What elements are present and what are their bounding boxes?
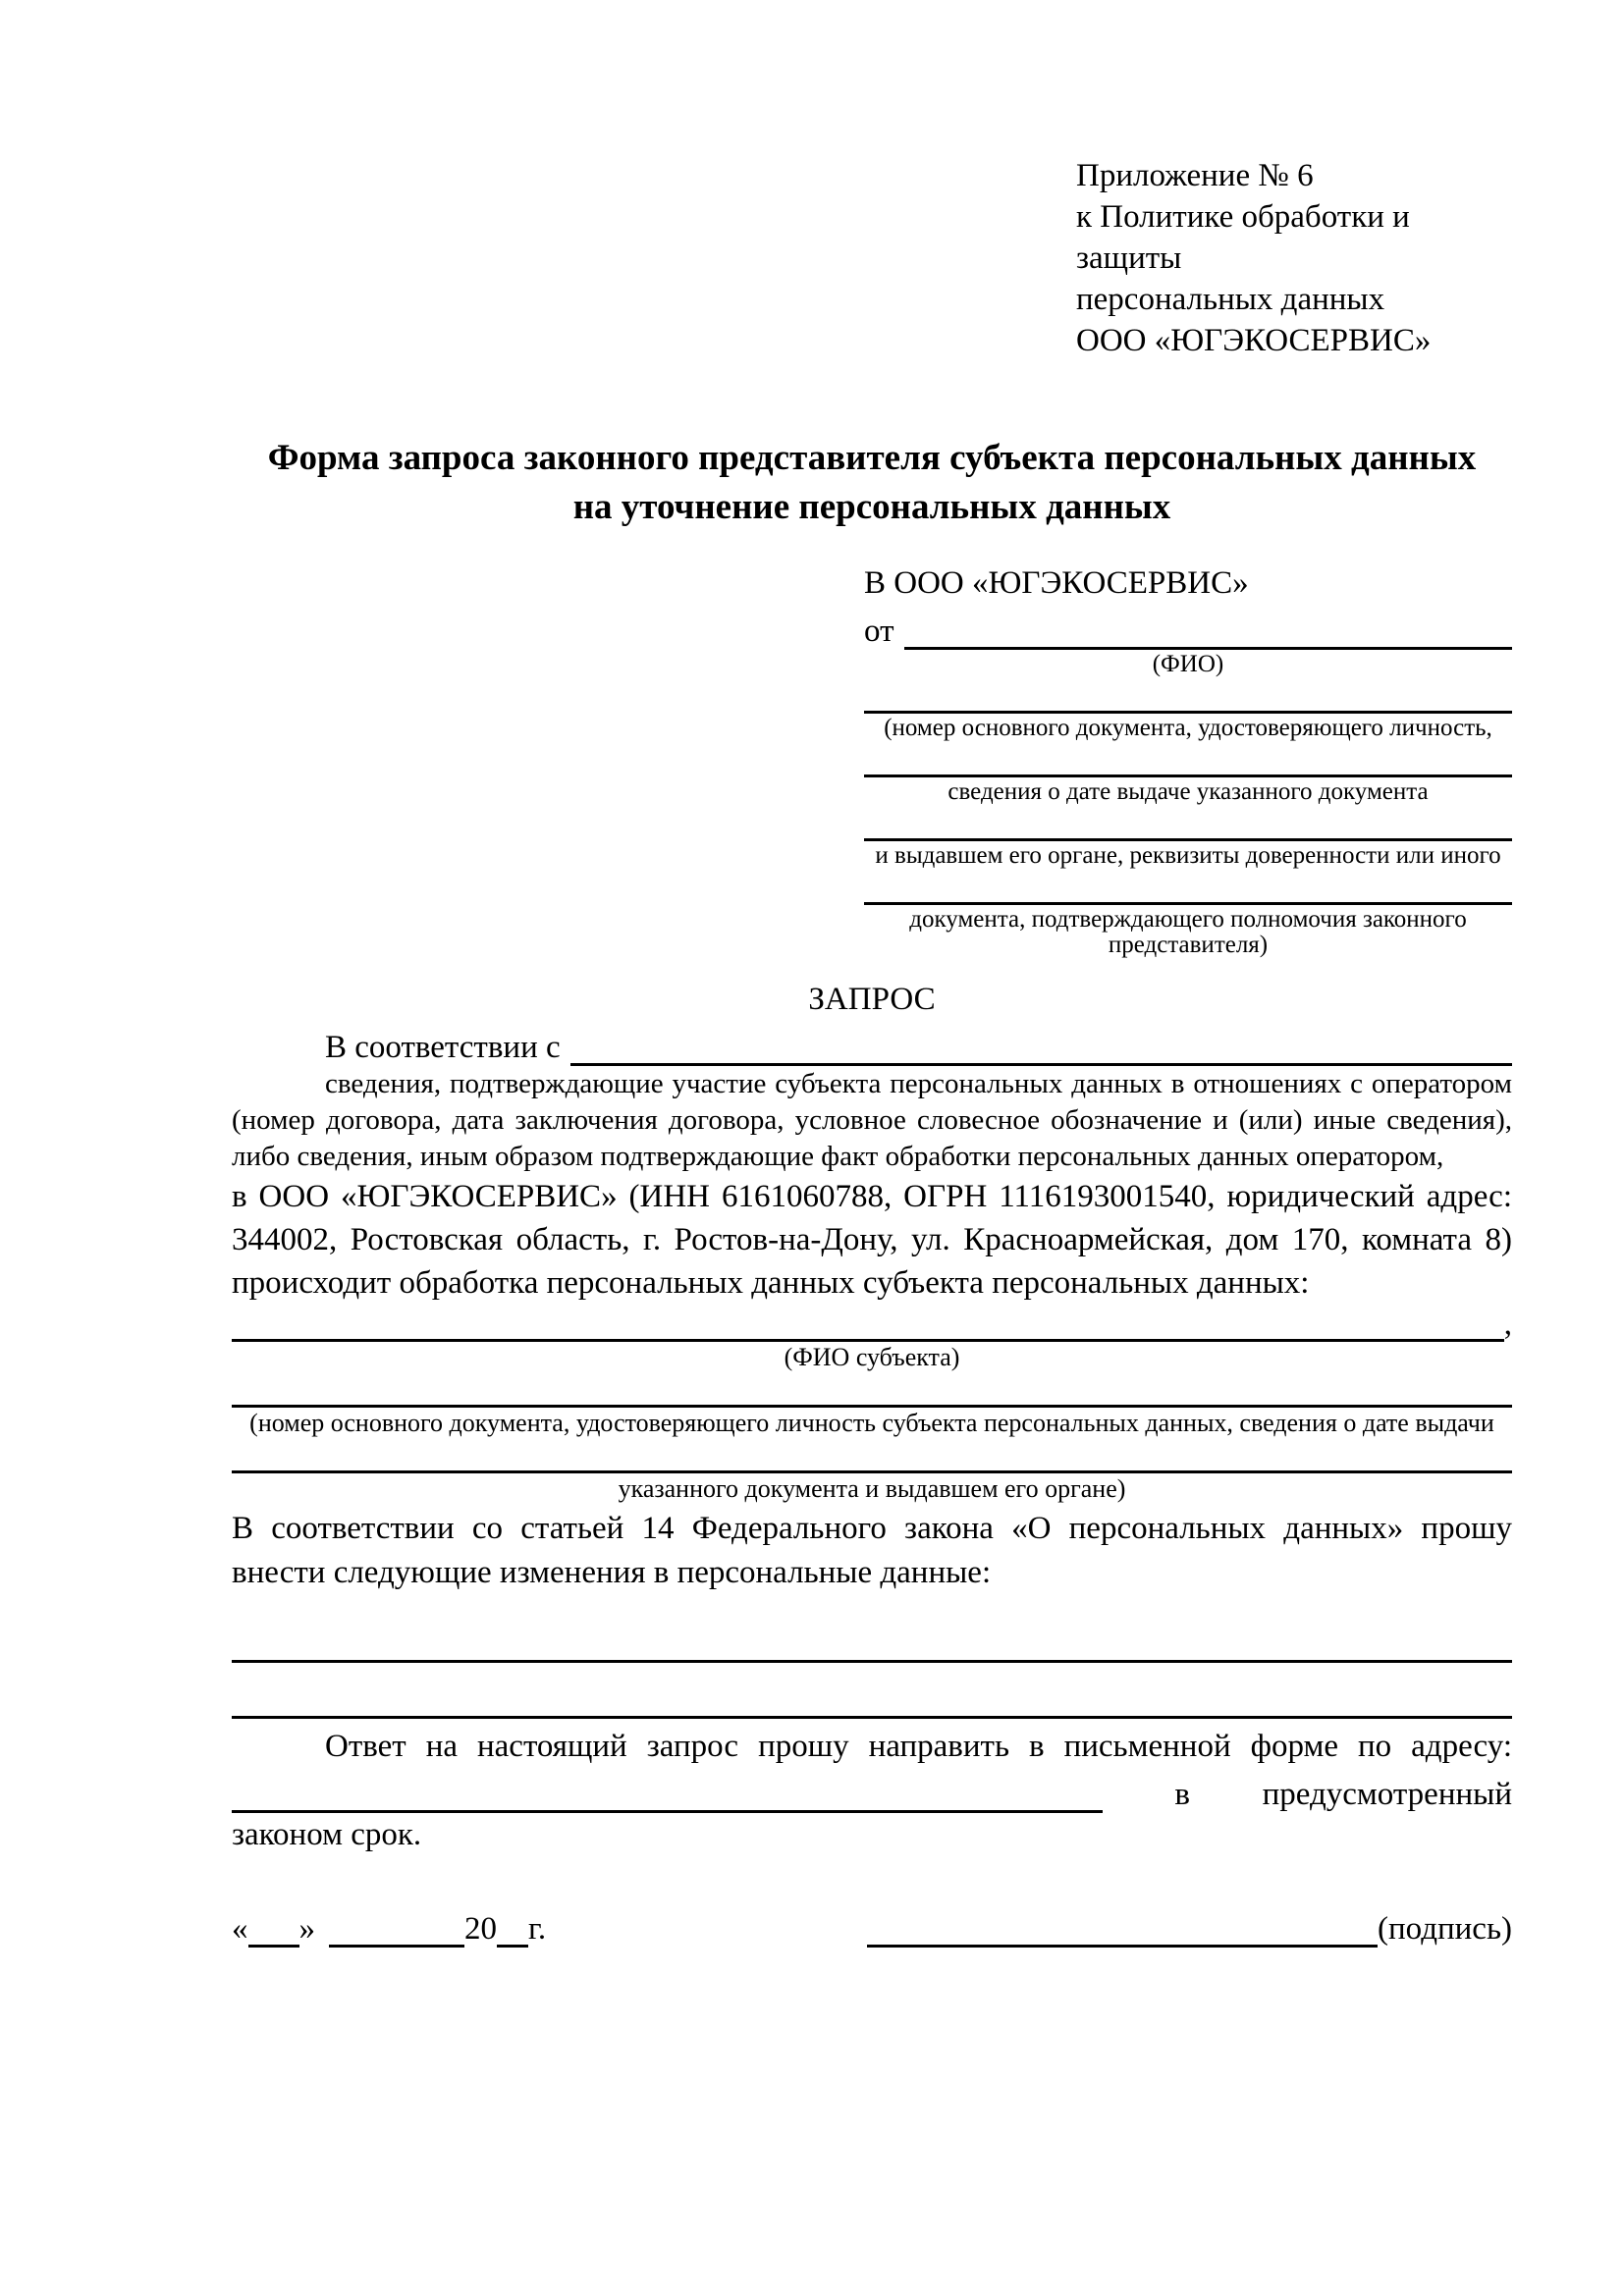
year-prefix: 20 (464, 1911, 497, 1947)
subject-doc-field-2 (232, 1437, 1512, 1503)
year-suffix: г. (528, 1911, 547, 1947)
date-year-blank[interactable] (497, 1911, 528, 1948)
close-quote: » (298, 1911, 315, 1947)
answer-word-predusmotrenny: предусмотренный (1262, 1777, 1512, 1812)
fio-caption: (ФИО) (1152, 651, 1224, 677)
form-title (232, 434, 1512, 532)
answer-address-blank[interactable] (232, 1775, 1103, 1813)
addressee-company: В ООО «ЮГЭКОСЕРВИС» (864, 565, 1249, 601)
answer-line-1: Ответ на настоящий запрос прошу направить в письменной форме по адресу: (325, 1729, 1512, 1764)
subject-fio-row (232, 1305, 1512, 1342)
date-day-blank[interactable] (248, 1911, 299, 1948)
accordance-prefix: В соответствии с (325, 1030, 561, 1065)
representative-doc-field-3 (864, 805, 1512, 869)
form-title-line-1: Форма запроса законного представителя субъекта персональных данных (267, 438, 1477, 478)
accordance-blank[interactable] (570, 1028, 1512, 1066)
representative-doc-caption-3: и выдавшем его органе, реквизиты доверенности или иного (875, 842, 1501, 869)
accordance-row (232, 1021, 1512, 1066)
representative-doc-blank-4[interactable] (864, 869, 1512, 905)
appendix-block (1076, 155, 1512, 361)
representative-doc-caption-4: документа, подтверждающего полномочия законного представителя) (909, 906, 1467, 958)
representative-doc-blank-3[interactable] (864, 805, 1512, 841)
representative-doc-field-2 (864, 741, 1512, 805)
operator-paragraph: в ООО «ЮГЭКОСЕРВИС» (ИНН 6161060788, ОГРН 1116193001540, юридический адрес: 344002, Ростовская область, г. Ростов-на-Дону, ул. Красноармейская, дом 170, комната 8) происходит обработка персональных данных субъекта персональных данных: (232, 1179, 1512, 1301)
subject-doc-caption-2: указанного документа и выдавшем его органе) (618, 1474, 1126, 1503)
subject-doc-blank-2[interactable] (232, 1437, 1512, 1473)
subject-fio-blank[interactable] (232, 1304, 1504, 1342)
representative-doc-caption-1: (номер основного документа, удостоверяющего личность, (884, 715, 1492, 741)
appendix-line-3: персональных данных (1076, 282, 1385, 317)
date-signature-row (232, 1900, 1512, 1948)
answer-word-v: в (1174, 1777, 1190, 1812)
subject-doc-caption-1: (номер основного документа, удостоверяющего личность субъекта персональных данных, сведения о дате выдачи (249, 1409, 1494, 1437)
date-part (232, 1910, 546, 1948)
representative-fio-blank[interactable] (904, 612, 1513, 650)
law-paragraph-line-1: В соответствии со статьей 14 Федерального закона «О персональных данных» прошу (232, 1511, 1512, 1546)
changes-blank-2[interactable] (232, 1669, 1512, 1719)
subject-fio-caption: (ФИО субъекта) (784, 1343, 960, 1371)
from-label: от (864, 614, 894, 649)
open-quote: « (232, 1911, 248, 1947)
request-heading: ЗАПРОС (808, 982, 936, 1017)
footnote-text: сведения, подтверждающие участие субъекта персональных данных в отношениях с оператором (номер договора, дата заключения договора, условное словесное обозначение и (или) иные сведения), либо сведения, иным образом подтверждающие факт обработки персональных данных оператором, (232, 1068, 1512, 1172)
answer-line-2 (232, 1769, 1512, 1813)
trailing-comma: , (1503, 1307, 1512, 1342)
appendix-line-1: Приложение № 6 (1076, 158, 1314, 193)
representative-doc-caption-2: сведения о дате выдаче указанного документа (947, 778, 1429, 805)
subject-doc-field-1 (232, 1371, 1512, 1437)
form-title-line-2: на уточнение персональных данных (572, 487, 1171, 527)
signature-part (867, 1910, 1512, 1948)
representative-doc-blank-1[interactable] (864, 677, 1512, 714)
date-month-blank[interactable] (329, 1911, 464, 1948)
representative-doc-field-4 (864, 869, 1512, 958)
answer-line-3: законом срок. (232, 1817, 422, 1852)
changes-blank-1[interactable] (232, 1617, 1512, 1663)
appendix-line-2: к Политике обработки и защиты (1076, 199, 1410, 276)
representative-doc-field-1 (864, 677, 1512, 741)
signature-blank[interactable] (867, 1911, 1378, 1948)
from-row (864, 605, 1512, 650)
answer-paragraph (232, 1725, 1512, 1857)
law-paragraph-line-2: внести следующие изменения в персональные данные: (232, 1555, 992, 1590)
subject-doc-blank-1[interactable] (232, 1371, 1512, 1408)
appendix-line-4: ООО «ЮГЭКОСЕРВИС» (1076, 323, 1432, 358)
signature-caption: (подпись) (1378, 1911, 1512, 1947)
law-paragraph (232, 1507, 1512, 1595)
addressee-block (864, 561, 1512, 958)
representative-doc-blank-2[interactable] (864, 741, 1512, 777)
